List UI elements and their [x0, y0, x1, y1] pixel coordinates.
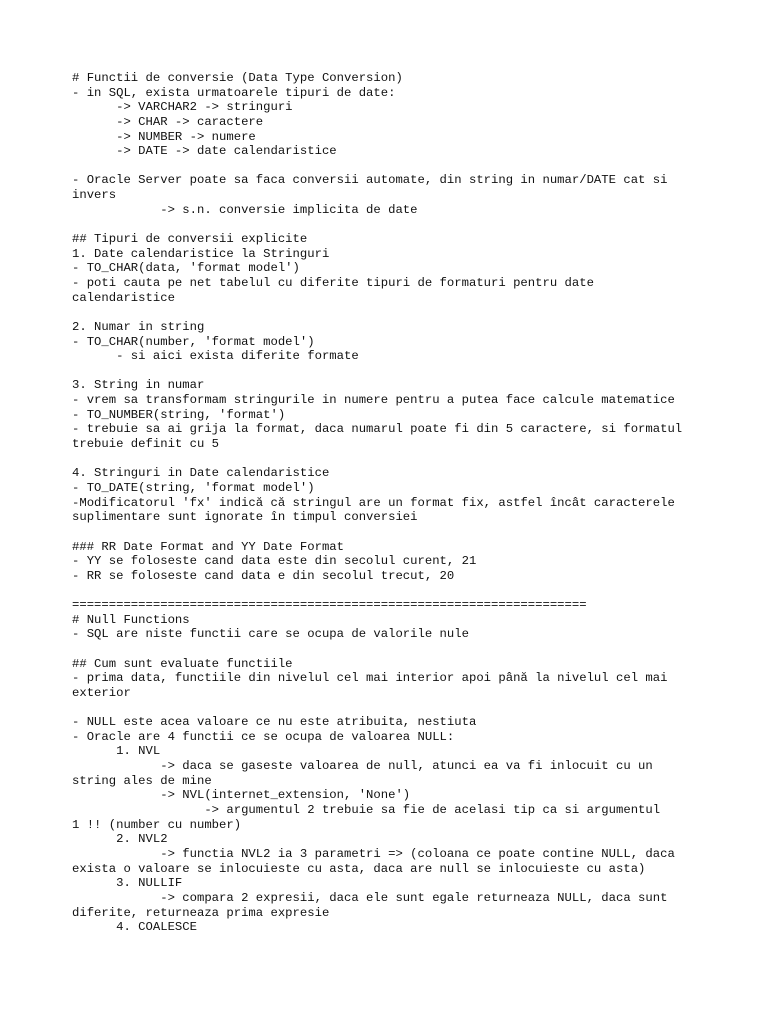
text-line: - TO_DATE(string, 'format model') [72, 480, 315, 495]
text-line: 1 !! (number cu number) [72, 817, 242, 832]
text-line: - vrem sa transformam stringurile in numere pentru a putea face calcule matematice [72, 393, 675, 408]
text-line: invers [72, 188, 117, 203]
text-line: -> NVL(internet_extension, 'None') [72, 788, 411, 803]
text-line: - SQL are niste functii care se ocupa de valorile nule [72, 627, 469, 642]
text-line: -> compara 2 expresii, daca ele sunt egale returneaza NULL, daca sunt [72, 890, 668, 905]
text-line [72, 159, 712, 174]
text-line: ## Tipuri de conversii explicite [72, 232, 308, 247]
text-line: - RR se foloseste cand data e din secolul trecut, 20 [72, 568, 455, 583]
text-line [72, 452, 712, 467]
text-line: - trebuie sa ai grija la format, daca numarul poate fi din 5 caractere, si formatul [72, 422, 683, 437]
text-line: -> functia NVL2 ia 3 parametri => (coloana ce poate contine NULL, daca [72, 846, 675, 861]
text-line: exterior [72, 685, 131, 700]
text-line: 2. Numar in string [72, 319, 205, 334]
text-line: - poti cauta pe net tabelul cu diferite tipuri de formaturi pentru date [72, 275, 594, 290]
text-line: - YY se foloseste cand data este din secolul curent, 21 [72, 554, 477, 569]
text-line: -> daca se gaseste valoarea de null, atunci ea va fi inlocuit cu un [72, 759, 653, 774]
text-line [72, 583, 712, 598]
text-line: -Modificatorul 'fx' indică că stringul are un format fix, astfel încât caracterele [72, 495, 675, 510]
text-line: 3. NULLIF [72, 876, 183, 891]
text-line: -> DATE -> date calendaristice [72, 144, 337, 159]
text-line: 2. NVL2 [72, 832, 168, 847]
text-line: 1. NVL [72, 744, 161, 759]
text-line: -> CHAR -> caractere [72, 114, 264, 129]
text-line: suplimentare sunt ignorate în timpul conversiei [72, 510, 418, 525]
text-line [72, 305, 712, 320]
text-line: - Oracle Server poate sa faca conversii automate, din string in numar/DATE cat si [72, 173, 668, 188]
text-line: trebuie definit cu 5 [72, 437, 220, 452]
text-line: -> argumentul 2 trebuie sa fie de acelasi tip ca si argumentul [72, 803, 661, 818]
text-line: 4. Stringuri in Date calendaristice [72, 466, 330, 481]
text-line [72, 525, 712, 540]
text-line: diferite, returneaza prima expresie [72, 905, 330, 920]
text-line: calendaristice [72, 290, 175, 305]
text-line: - Oracle are 4 functii ce se ocupa de valoarea NULL: [72, 729, 455, 744]
text-line: - TO_CHAR(data, 'format model') [72, 261, 300, 276]
document-text [72, 71, 712, 935]
text-line: - prima data, functiile din nivelul cel mai interior apoi până la nivelul cel mai [72, 671, 668, 686]
text-line: exista o valoare se inlocuieste cu asta, daca are null se inlocuieste cu asta) [72, 861, 646, 876]
text-line: 1. Date calendaristice la Stringuri [72, 246, 330, 261]
text-line: # Functii de conversie (Data Type Conversion) [72, 71, 403, 85]
text-line: 3. String in numar [72, 378, 205, 393]
text-line: string ales de mine [72, 773, 212, 788]
text-line [72, 642, 712, 657]
text-line: - TO_NUMBER(string, 'format') [72, 407, 286, 422]
text-line: ### RR Date Format and YY Date Format [72, 539, 344, 554]
text-line: -> s.n. conversie implicita de date [72, 202, 418, 217]
text-line: - NULL este acea valoare ce nu este atribuita, nestiuta [72, 715, 477, 730]
text-line: -> NUMBER -> numere [72, 129, 256, 144]
text-line: -> VARCHAR2 -> stringuri [72, 100, 293, 115]
text-line [72, 364, 712, 379]
text-line [72, 217, 712, 232]
text-line [72, 701, 712, 716]
text-line: ## Cum sunt evaluate functiile [72, 656, 293, 671]
text-line: 4. COALESCE [72, 920, 197, 935]
text-line: - si aici exista diferite formate [72, 349, 359, 364]
text-line: ====================================================================== [72, 598, 587, 613]
text-line: - TO_CHAR(number, 'format model') [72, 334, 315, 349]
text-line: - in SQL, exista urmatoarele tipuri de date: [72, 85, 396, 100]
text-line: # Null Functions [72, 612, 190, 627]
